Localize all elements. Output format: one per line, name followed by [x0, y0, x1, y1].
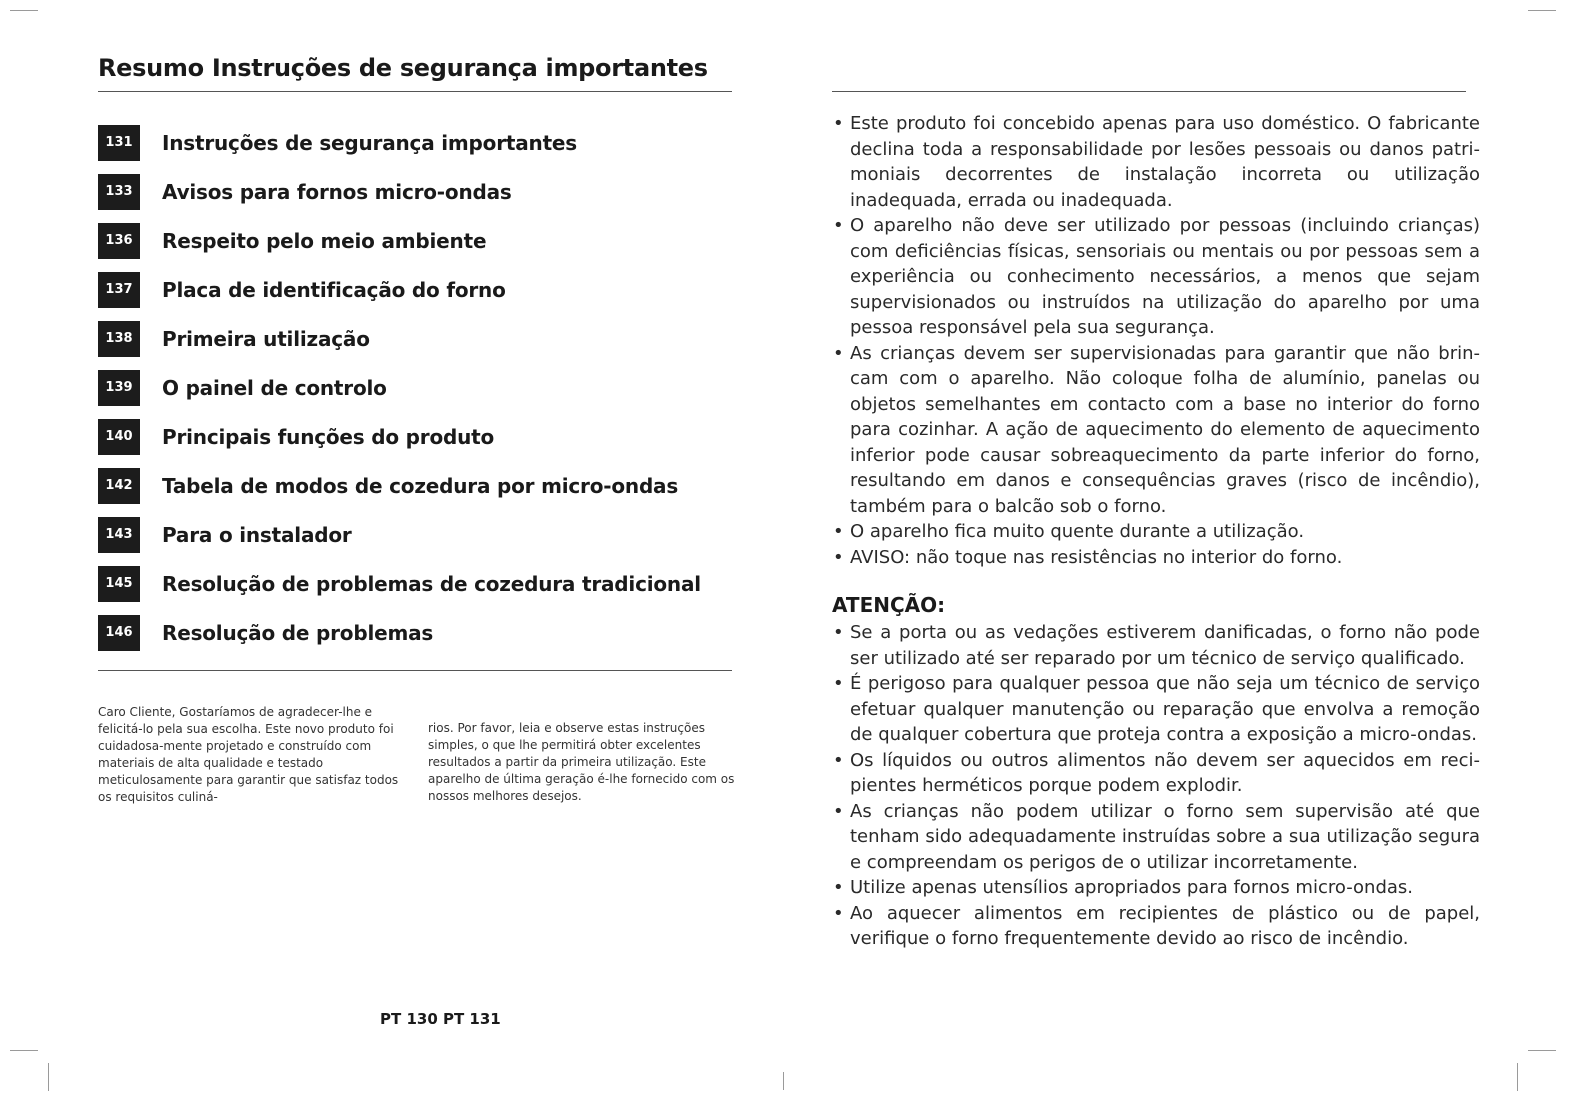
bullet-dot-icon: •	[833, 902, 844, 924]
safety-bullet	[832, 341, 1480, 520]
bullet-dot-icon: •	[833, 342, 844, 364]
toc-page-number: 131	[98, 125, 140, 161]
toc-page-number: 136	[98, 223, 140, 259]
toc-entry[interactable]	[98, 265, 738, 314]
intro-text-column-left	[98, 704, 408, 806]
toc-page-number: 138	[98, 321, 140, 357]
toc-page-number: 133	[98, 174, 140, 210]
toc-entry[interactable]	[98, 118, 738, 167]
toc-label: Para o instalador	[162, 522, 352, 547]
bullet-dot-icon: •	[833, 622, 844, 643]
attention-bullet-text: As crianças não podem utilizar o forno sem supervisão até que tenham sido adequadamente instruídas sobre a sua utilização segura e compreendam os perigos de o utilizar incorretamente.	[850, 800, 1480, 873]
table-of-contents	[98, 118, 738, 657]
bullet-dot-icon: •	[833, 546, 844, 568]
attention-bullet-text: Ao aquecer alimentos em recipientes de plástico ou de papel, verifique o forno frequentemente devido ao risco de incêndio.	[850, 902, 1480, 949]
toc-page-number: 140	[98, 419, 140, 455]
crop-mark-top-left	[10, 10, 38, 11]
safety-bullet-text: Este produto foi concebido apenas para uso doméstico. O fabricante declina toda a responsabilidade por lesões pessoais ou danos patri-moniais decorrentes de instalação incorreta ou utilização inadequada, errada ou inadequada.	[850, 113, 1480, 211]
attention-bullet-text: Se a porta ou as vedações estiverem danificadas, o forno não pode ser utilizado até ser reparado por um técnico de serviço qualificado.	[850, 622, 1480, 669]
page-title: Resumo Instruções de segurança importantes	[98, 54, 708, 82]
toc-entry[interactable]	[98, 314, 738, 363]
toc-label: Respeito pelo meio ambiente	[162, 228, 487, 253]
crop-mark-bottom-right-v	[1517, 1063, 1518, 1091]
toc-entry[interactable]	[98, 216, 738, 265]
toc-label: Avisos para fornos micro-ondas	[162, 179, 512, 204]
bullet-dot-icon: •	[833, 800, 844, 822]
bullet-dot-icon: •	[833, 113, 844, 134]
toc-page-number: 142	[98, 468, 140, 504]
toc-entry[interactable]	[98, 510, 738, 559]
bullet-dot-icon: •	[833, 749, 844, 771]
crop-mark-bottom-right-h	[1528, 1050, 1556, 1051]
toc-page-number: 139	[98, 370, 140, 406]
toc-entry[interactable]	[98, 167, 738, 216]
toc-page-number: 137	[98, 272, 140, 308]
attention-bullet	[832, 748, 1480, 799]
safety-bullet	[832, 213, 1480, 341]
safety-bullet-text: O aparelho fica muito quente durante a utilização.	[850, 521, 1305, 542]
title-rule	[98, 91, 732, 92]
toc-label: Placa de identificação do forno	[162, 277, 506, 302]
safety-bullet	[832, 111, 1480, 213]
toc-label: Primeira utilização	[162, 326, 370, 351]
attention-bullet	[832, 671, 1480, 748]
safety-bullet	[832, 545, 1480, 571]
attention-heading: ATENÇÃO:	[832, 593, 946, 617]
page-numbers: PT 130 PT 131	[380, 1010, 501, 1028]
safety-bullet-text: O aparelho não deve ser utilizado por pessoas (incluindo crianças) com deficiências físicas, sensoriais ou mentais ou por pessoas sem a experiência ou conhecimento necessários, a menos que sejam supervisionados ou instruídos na utilização do aparelho por uma pessoa responsável pela sua segurança.	[850, 215, 1480, 338]
toc-entry[interactable]	[98, 412, 738, 461]
crop-mark-bottom-center-v	[783, 1072, 784, 1090]
attention-bullet	[832, 875, 1480, 901]
intro-text-left: Caro Cliente, Gostaríamos de agradecer-lhe e felicitá-lo pela sua escolha. Este novo produto foi cuidadosa-mente projetado e construído com materiais de alta qualidade e testado meticulosamente para garantir que satisfaz todos os requisitos culiná-	[98, 705, 399, 804]
attention-bullet-text: Os líquidos ou outros alimentos não devem ser aquecidos em reci-pientes herméticos porque podem explodir.	[850, 749, 1480, 796]
crop-mark-bottom-left-v	[48, 1063, 49, 1091]
attention-bullet	[832, 620, 1480, 671]
right-top-rule	[832, 91, 1466, 92]
toc-label: Tabela de modos de cozedura por micro-ondas	[162, 473, 679, 498]
attention-bullet-list	[832, 620, 1480, 952]
crop-mark-top-right	[1528, 10, 1556, 11]
bullet-dot-icon: •	[833, 877, 844, 898]
toc-page-number: 143	[98, 517, 140, 553]
toc-entry[interactable]	[98, 461, 738, 510]
bullet-dot-icon: •	[833, 673, 844, 694]
bullet-dot-icon: •	[833, 521, 844, 542]
bullet-dot-icon: •	[833, 215, 844, 236]
toc-label: Instruções de segurança importantes	[162, 130, 577, 155]
toc-page-number: 145	[98, 566, 140, 602]
attention-bullet	[832, 901, 1480, 952]
toc-entry[interactable]	[98, 363, 738, 412]
attention-bullet-text: É perigoso para qualquer pessoa que não seja um técnico de serviço efetuar qualquer manutenção ou reparação que envolva a remoção de qualquer cobertura que proteja contra a exposição a micro-ondas.	[850, 673, 1480, 745]
attention-bullet	[832, 799, 1480, 876]
toc-label: O painel de controlo	[162, 375, 387, 400]
safety-bullet-list	[832, 111, 1480, 570]
toc-entry[interactable]	[98, 608, 738, 657]
intro-text-column-right	[428, 720, 738, 805]
toc-label: Resolução de problemas	[162, 620, 434, 645]
toc-page-number: 146	[98, 615, 140, 651]
safety-bullet-text: AVISO: não toque nas resistências no interior do forno.	[850, 546, 1343, 568]
attention-bullet-text: Utilize apenas utensílios apropriados para fornos micro-ondas.	[850, 877, 1414, 898]
toc-bottom-rule	[98, 670, 732, 671]
safety-bullet-text: As crianças devem ser supervisionadas para garantir que não brin-cam com o aparelho. Não coloque folha de alumínio, panelas ou objetos semelhantes em contacto com a base no interior do forno para cozinhar. A ação de aquecimento do elemento de aquecimento inferior pode causar sobreaquecimento da parte inferior do forno, resultando em danos e consequências graves (risco de incêndio), também para o balcão sob o forno.	[850, 342, 1480, 517]
crop-mark-bottom-left-h	[10, 1050, 38, 1051]
toc-label: Resolução de problemas de cozedura tradicional	[162, 571, 701, 596]
toc-label: Principais funções do produto	[162, 424, 495, 449]
safety-bullet	[832, 519, 1480, 545]
intro-text-right: rios. Por favor, leia e observe estas instruções simples, o que lhe permitirá obter excelentes resultados a partir da primeira utilização. Este aparelho de última geração é-lhe fornecido com os nossos melhores desejos.	[428, 721, 735, 803]
toc-entry[interactable]	[98, 559, 738, 608]
